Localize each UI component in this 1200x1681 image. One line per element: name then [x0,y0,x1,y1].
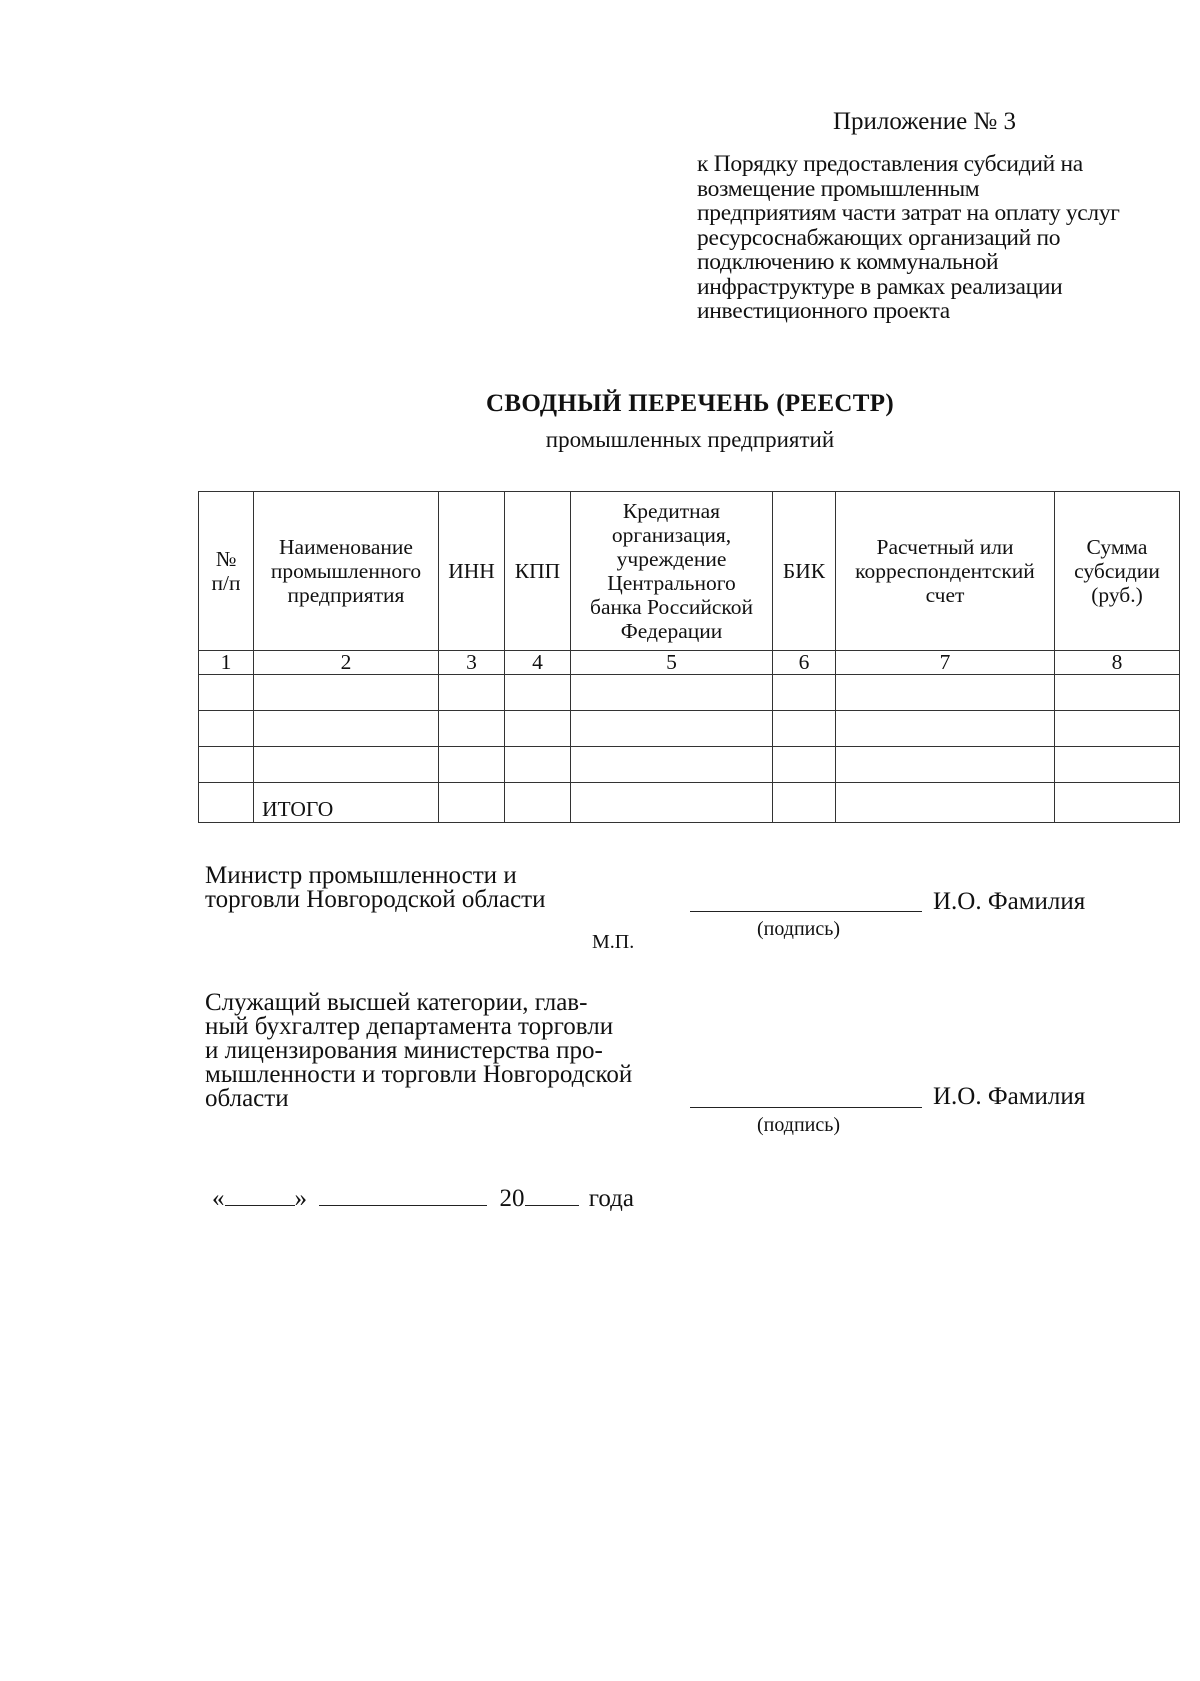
table-cell[interactable] [199,783,254,823]
accountant-name: И.О. Фамилия [933,1083,1086,1110]
column-number: 4 [505,651,571,675]
table-cell[interactable] [836,783,1055,823]
table-header-row [199,492,1180,651]
date-month-blank[interactable] [319,1185,487,1206]
stamp-place: М.П. [592,931,635,953]
table-cell[interactable] [1055,783,1180,823]
header-kpp: КПП [505,492,571,651]
total-row [199,783,1180,823]
table-cell[interactable] [773,675,836,711]
accountant-signature-line[interactable] [690,1107,922,1108]
table-cell[interactable] [836,747,1055,783]
annex-line: возмещение промышленным [697,175,980,202]
annex-line: инфраструктуре в рамках реализации [697,273,1063,300]
annex-line: предприятиям части затрат на оплату услуг [697,200,1120,226]
accountant-signature-caption: (подпись) [757,1114,841,1136]
column-number: 6 [773,651,836,675]
table-cell[interactable] [773,747,836,783]
table-cell[interactable] [505,783,571,823]
total-label: ИТОГО [254,783,439,823]
document-title: СВОДНЫЙ ПЕРЕЧЕНЬ (РЕЕСТР) [486,390,894,417]
header-number: № п/п [199,492,254,651]
column-number: 1 [199,651,254,675]
table-cell[interactable] [571,711,773,747]
table-row [199,675,1180,711]
table-cell[interactable] [571,783,773,823]
annex-line: ресурсоснабжающих организаций по [697,224,1061,251]
table-cell[interactable] [1055,747,1180,783]
date-day-blank[interactable] [225,1185,295,1206]
table-cell[interactable] [439,711,505,747]
document-subtitle: промышленных предприятий [545,427,835,452]
table-row [199,711,1180,747]
table-cell[interactable] [571,747,773,783]
column-number: 3 [439,651,505,675]
table-cell[interactable] [773,783,836,823]
annex-description [697,152,1187,324]
column-number: 5 [571,651,773,675]
column-number: 7 [836,651,1055,675]
table-cell[interactable] [254,711,439,747]
annex-title: Приложение № 3 [833,108,1017,135]
header-bik: БИК [773,492,836,651]
minister-title: Министр промышленности и торговли Новгородской области [205,862,546,913]
accountant-title: Служащий высшей категории, глав- ный бухгалтер департамента торговли и лицензирования министерства про- мышленности и торговли Новгородской области [205,989,633,1112]
date-century: 20 [499,1185,525,1212]
table-cell[interactable] [505,711,571,747]
minister-signature-caption: (подпись) [757,918,841,940]
annex-line: к Порядку предоставления субсидий на [697,151,1083,177]
table-cell[interactable] [836,711,1055,747]
table-cell[interactable] [505,747,571,783]
header-account: Расчетный или корреспондентский счет [836,492,1055,651]
minister-signature-line[interactable] [690,911,922,912]
annex-line: инвестиционного проекта [697,298,950,324]
minister-name: И.О. Фамилия [933,888,1086,915]
table-cell[interactable] [505,675,571,711]
column-number: 2 [254,651,439,675]
table-row [199,747,1180,783]
column-number-row [199,651,1180,675]
header-inn: ИНН [439,492,505,651]
annex-line: подключению к коммунальной [697,249,999,275]
table-cell[interactable] [571,675,773,711]
table-cell[interactable] [439,783,505,823]
table-cell[interactable] [773,711,836,747]
header-subsidy-amount: Сумма субсидии (руб.) [1055,492,1180,651]
table-cell[interactable] [254,675,439,711]
table-cell[interactable] [199,711,254,747]
registry-table [198,491,1180,823]
date-line [212,1185,634,1213]
table-cell[interactable] [836,675,1055,711]
date-year-blank[interactable] [525,1185,579,1206]
header-enterprise-name: Наименование промышленного предприятия [254,492,439,651]
table-cell[interactable] [199,675,254,711]
header-credit-organization: Кредитная организация, учреждение Центрального банка Российской Федерации [571,492,773,651]
date-open-quote: « [212,1185,225,1212]
table-cell[interactable] [439,675,505,711]
date-suffix: года [588,1185,634,1212]
table-cell[interactable] [1055,675,1180,711]
date-close-quote: » [294,1185,307,1212]
table-cell[interactable] [254,747,439,783]
table-cell[interactable] [1055,711,1180,747]
table-cell[interactable] [439,747,505,783]
table-cell[interactable] [199,747,254,783]
column-number: 8 [1055,651,1180,675]
